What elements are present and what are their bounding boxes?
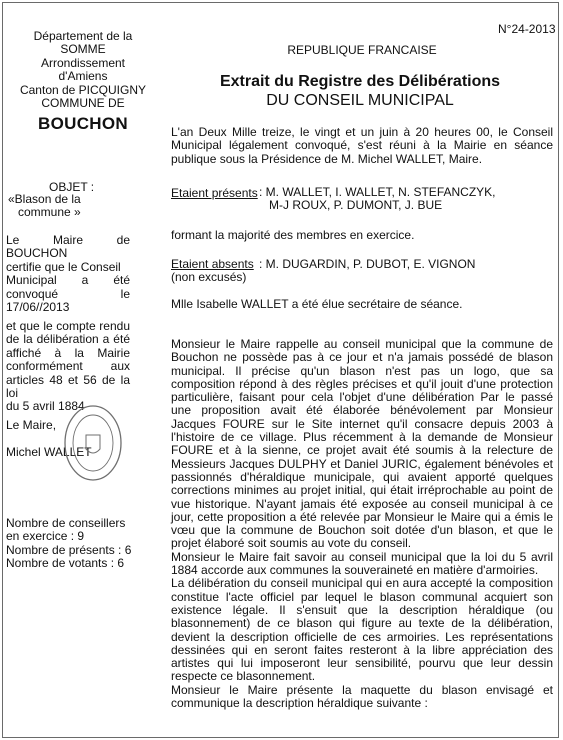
body-line: Monsieur le Maire présente la maquette du blason envisagé et bbox=[171, 682, 553, 697]
stamp-emblem bbox=[86, 435, 100, 453]
body-line: une proposition avait été élaborée bénévolement par Monsieur bbox=[171, 403, 553, 418]
secretary-text: Mlle Isabelle WALLET a été élue secrétaire de séance. bbox=[171, 297, 463, 311]
stamp-inner-ring bbox=[73, 415, 113, 471]
maire-label: Le Maire, bbox=[6, 418, 57, 432]
reference-number: N°24-2013 bbox=[498, 22, 556, 36]
department-line: Arrondissement bbox=[40, 55, 126, 70]
display-line: du 5 avril 1884 bbox=[6, 399, 85, 414]
department-line: Canton de PICQUIGNY bbox=[19, 82, 147, 97]
body-line: La délibération du conseil municipal qui en aura accepté la composition bbox=[171, 576, 553, 591]
display-line: et que le compte rendu bbox=[6, 319, 130, 333]
objet-line: «Blason de la bbox=[8, 192, 81, 206]
commune-name: BOUCHON bbox=[38, 114, 128, 133]
department-line: SOMME bbox=[60, 42, 106, 57]
department-line: COMMUNE DE bbox=[41, 96, 125, 111]
body-line: 1884 accorde aux communes la souveraineté en matière d'armoiries. bbox=[171, 563, 539, 578]
certify-line: convoqué le bbox=[6, 286, 130, 301]
absent-label: Etaient absents bbox=[171, 257, 254, 271]
majority-text: formant la majorité des membres en exercice. bbox=[171, 228, 415, 242]
body-line: constitue l'acte officiel par lequel le blason communal acquiert son bbox=[171, 589, 553, 604]
stats-line: Nombre de conseillers bbox=[6, 516, 126, 530]
display-line: de la délibération a été bbox=[6, 332, 130, 347]
body-line: corrections minimes au projet initial, qui était irréprochable au point de bbox=[171, 483, 553, 498]
body-line: particulière, faisant pour cela l'objet d'une délibération Par le passé bbox=[171, 390, 553, 405]
body-line: Monsieur le Maire rappelle au conseil municipal que la commune de bbox=[171, 337, 553, 351]
body-line: projet élaboré soit soumis au vote du conseil. bbox=[171, 536, 412, 551]
body-line: FOURE et à la sienne, ce projet avait été soumis à la relecture de bbox=[171, 443, 553, 458]
department-line: d'Amiens bbox=[58, 69, 108, 84]
body-line: existence légale. Il s'ensuit que la description héraldique (ou bbox=[171, 602, 553, 617]
council-stats bbox=[6, 517, 131, 571]
body-line: artistes qui lui imposeront leur sensibilité, pourvu que leur dessin bbox=[171, 656, 553, 671]
certify-line: Le Maire de BOUCHON bbox=[6, 233, 130, 261]
certify-line: certifie que le Conseil bbox=[6, 259, 121, 274]
body-line: blasonnement) de ce blason qui figure au texte de la délibération, bbox=[171, 616, 553, 631]
body-line: dessinées qui en seront faites resteront à la libre appréciation des bbox=[171, 642, 553, 657]
body-line: Messieurs Jacques DULPHY et Daniel JURIC, également bénévoles et bbox=[171, 456, 553, 471]
body-line: devient la description officielle de ces armoiries. Les représentations bbox=[171, 629, 553, 644]
absent-list: : M. DUGARDIN, P. DUBOT, E. VIGNON bbox=[259, 257, 476, 271]
maire-name: Michel WALLET bbox=[6, 445, 92, 459]
republic-label: REPUBLIQUE FRANCAISE bbox=[287, 43, 437, 57]
department-block bbox=[8, 30, 158, 110]
body-line: Bouchon ne possède pas à ce jour et n'a jamais possédé de blason bbox=[171, 350, 553, 365]
stats-line: Nombre de présents : 6 bbox=[6, 542, 132, 557]
body-line: composition répond à des règles précises et qu'il jouit d'une protection bbox=[171, 376, 553, 391]
objet-text bbox=[8, 193, 81, 220]
display-line: articles 48 et 56 de la loi bbox=[6, 372, 130, 401]
body-line: passionnés d'héraldique municipale, qui avaient apporté quelques bbox=[171, 469, 553, 484]
body-line: respecte ce blasonnement. bbox=[171, 669, 316, 684]
intro-paragraph bbox=[171, 126, 553, 166]
body-line: Jacques FOURE sur le Site internet qu'il consacre depuis 2003 à bbox=[171, 416, 553, 431]
body-line: municipal. Il précise qu'un blason n'est pas un logo, que sa bbox=[171, 363, 553, 378]
body-line: jour, cette proposition a été relevée par Monsieur le Maire qui a émis le bbox=[171, 509, 553, 524]
display-text bbox=[6, 320, 130, 414]
document-subtitle: DU CONSEIL MUNICIPAL bbox=[266, 92, 454, 109]
intro-line: publique sous la Présidence de M. Michel WALLET, Maire. bbox=[171, 151, 483, 166]
objet-label: OBJET : bbox=[49, 180, 95, 194]
certify-line: 17/06//2013 bbox=[6, 300, 70, 315]
body-line: vœu que la commune de Bouchon soit dotée d'un blason, et que le bbox=[171, 523, 553, 538]
certify-text bbox=[6, 234, 130, 314]
display-line: affiché à la Mairie bbox=[6, 345, 130, 360]
body-line: Monsieur le Maire fait savoir au conseil municipal que la loi du 5 avril bbox=[171, 549, 553, 564]
absent-note: (non excusés) bbox=[171, 270, 247, 284]
body-line: l'histoire de ce village. Plus récemment à la demande de Monsieur bbox=[171, 430, 553, 445]
body-line: vue historique. N'ayant jamais été exposée au conseil municipal à ce bbox=[171, 496, 553, 511]
document-title: Extrait du Registre des Délibérations bbox=[219, 73, 501, 90]
objet-line: commune » bbox=[18, 205, 81, 220]
intro-line: L'an Deux Mille treize, le vingt et un juin à 20 heures 00, le Conseil bbox=[171, 125, 553, 139]
display-line: conformément aux bbox=[6, 359, 130, 374]
body-line: communique la description héraldique suivante : bbox=[171, 696, 428, 711]
stats-line: en exercice : 9 bbox=[6, 529, 85, 544]
department-line: Département de la bbox=[33, 29, 133, 43]
present-list bbox=[259, 186, 496, 213]
certify-line: Municipal a été bbox=[6, 273, 130, 288]
deliberation-body bbox=[171, 338, 553, 710]
present-line: : M. WALLET, I. WALLET, N. STEFANCZYK, bbox=[259, 185, 496, 199]
intro-line: Municipal légalement convoqué, s'est réuni à la Mairie en séance bbox=[171, 138, 553, 153]
stats-line: Nombre de votants : 6 bbox=[6, 556, 125, 571]
mairie-stamp bbox=[62, 403, 124, 483]
present-label: Etaient présents bbox=[171, 186, 258, 200]
present-line: M-J ROUX, P. DUMONT, J. BUE bbox=[269, 198, 443, 213]
